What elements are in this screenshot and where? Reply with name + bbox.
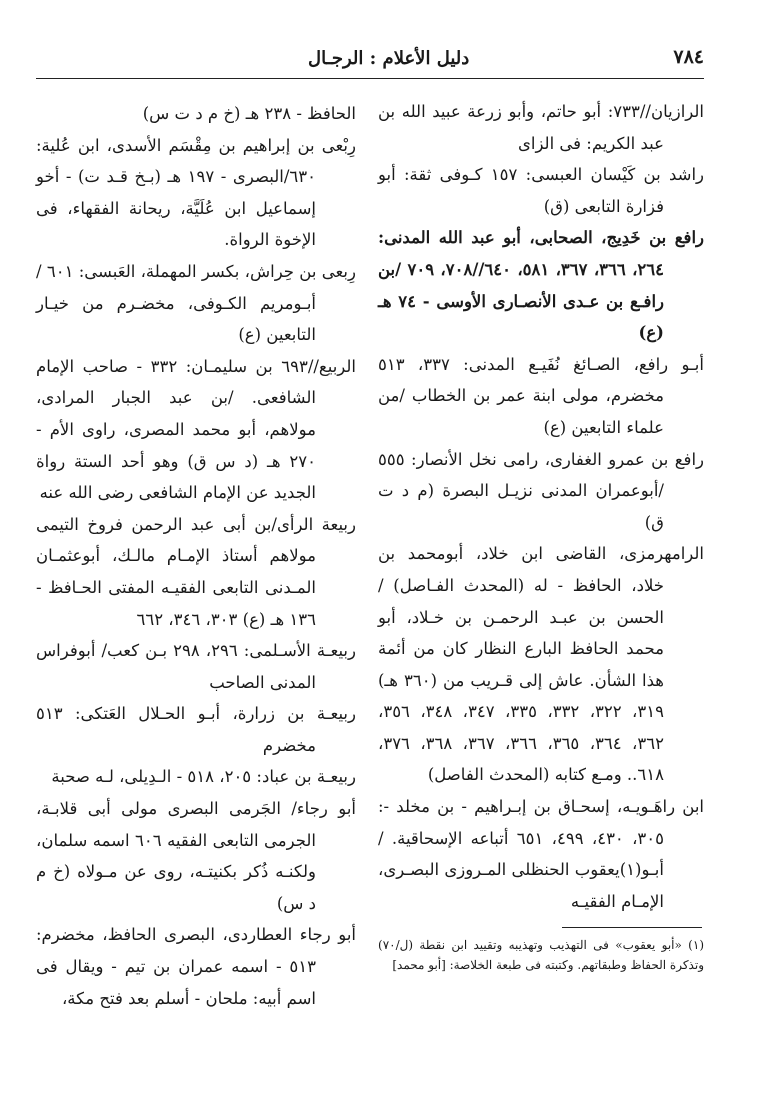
- left-column: [36, 98, 356, 1014]
- page-header: [36, 46, 704, 76]
- right-column: [378, 96, 704, 917]
- index-entry: ربيعة الرأى/بن أبى عبد الرحمن فروخ التيمى مولاهم أستاذ الإمـام مالـك، أبوعثمـان المـدنى التابعى الفقيـه المفتى الحـافظ - ١٣٦ هـ (ع) ٣٠٣، ٣٤٦، ٦٦٢: [36, 514, 356, 629]
- index-entry: أبو رجاء العطاردى، البصرى الحافظ، مخضرم: ٥١٣ - اسمه عمران بن تيم - ويقال فى اسم أبيه: ملحان - أسلم بعد فتح مكة،: [36, 925, 356, 1008]
- index-entry: ربيعـة الأسـلمى: ٢٩٦، ٢٩٨ بـن كعب/ أبوفراس المدنى الصاحب: [36, 641, 356, 692]
- index-entry: ابن راهَـويـه، إسحـاق بن إبـراهيم - بن مخلد -: ٣٠٥، ٤٣٠، ٤٩٩، ٦٥١ أتباعه الإسحاقية. /أبـو(١)يعقوب الحنظلى المـروزى البصـرى، الإمـام الفقيـه: [378, 797, 704, 911]
- index-entry: أبو رجاء/ الجَرمى البصرى مولى أبى قلابـة، الجرمى التابعى الفقيه ٦٠٦ اسمه سلمان، ولكنـه ذُكر بكنيتـه، روى عن مـولاه (خ م د س): [36, 799, 356, 913]
- index-entry: رافع بن عمرو الغفارى، رامى نخل الأنصار: ٥٥٥ /أبوعمران المدنى نزيـل البصرة (م د ت ق): [378, 449, 704, 532]
- index-entry: رِبْعى بن إبراهيم بن مِقْسَم الأسدى، ابن عُلية: ٦٣٠/البصرى - ١٩٧ هـ (بـخ قـد ت) - أخو إسماعيل ابن عُلَيَّة، ريحانة الفقهاء، فى الإخوة الرواة.: [36, 135, 356, 250]
- index-entry: الرازيان//٧٣٣: أبو حاتم، وأبو زرعة عبيد الله بن عبد الكريم: فى الزاى: [378, 102, 704, 153]
- index-entry: الحافظ - ٢٣٨ هـ (خ م د ت س): [142, 104, 356, 123]
- index-entry: رافع بن خَدِيج، الصحابى، أبو عبد الله المدنى: ٢٦٤، ٣٦٦، ٣٦٧، ٥٨١، ٦٤٠//٧٠٨، ٧٠٩ /بن رافـع بن عـدى الأنصـارى الأوسى - ٧٤ هـ (ع): [378, 228, 704, 343]
- index-entry: راشد بن كَيْسان العبسى: ١٥٧ كـوفى ثقة: أبو فزارة التابعى (ق): [378, 165, 705, 216]
- index-entry: ربيعـة بن عباد: ٢٠٥، ٥١٨ - الـدِيلى، لـه صحبة: [51, 767, 356, 787]
- footnote: (١) «أبو يعقوب» فى التهذيب وتهذيبه وتقييد ابن نقطة (ل/٧٠) وتذكرة الحفاظ وطبقاتهم. وكتبته فى طبعة الخلاصة: [أبو محمد]: [378, 938, 704, 972]
- header-divider: [36, 78, 704, 79]
- index-entry: الربيع//٦٩٣ بن سليمـان: ٣٣٢ - صاحب الإمام الشافعى. /بن عبد الجبار المرادى، مولاهم، أبو محمد المصرى، راوى الأم - ٢٧٠ هـ (د س ق) وهو أحد الستة رواة الجديد عن الإمام الشافعى رضى الله عنه: [36, 356, 356, 503]
- index-entry: رِبعى بن حِراش، بكسر المهملة، العَبسى: ٦٠١ /أبـومريم الكـوفى، مخضـرم من خيـار التابعين (ع): [36, 261, 356, 345]
- index-entry: الرامهرمزى، القاضى ابن خلاد، أبومحمد بن خلاد، الحافظ - له (المحدث الفـاصل) /الحسن بن عبـد الرحمـن بن خـلاد، أبو محمد الحافظ البارع النظار كان من أئمة هذا الشأن. عاش إلى قـريب من (٣٦٠ هـ) ٣١٩، ٣٢٢، ٣٣٢، ٣٣٥، ٣٤٧، ٣٤٨، ٣٥٦، ٣٦٢، ٣٦٤، ٣٦٥، ٣٦٦، ٣٦٧، ٣٦٨، ٣٧٦، ٦١٨.. ومـع كتابه (المحدث الفاصل): [378, 544, 704, 785]
- index-entry: ربيعـة بن زرارة، أبـو الحـلال العَتكى: ٥١٣ مخضرم: [36, 704, 356, 755]
- footnote-divider: [562, 927, 702, 928]
- running-title: دليل الأعلام : الرجـال: [308, 48, 470, 69]
- page-number: ٧٨٤: [673, 46, 704, 68]
- footnotes: [378, 936, 704, 975]
- index-entry: أبـو رافع، الصـائغ نُفَيـع المدنى: ٣٣٧، ٥١٣ مخضرم، مولى ابنة عمر بن الخطاب /من علماء التابعين (ع): [378, 354, 704, 437]
